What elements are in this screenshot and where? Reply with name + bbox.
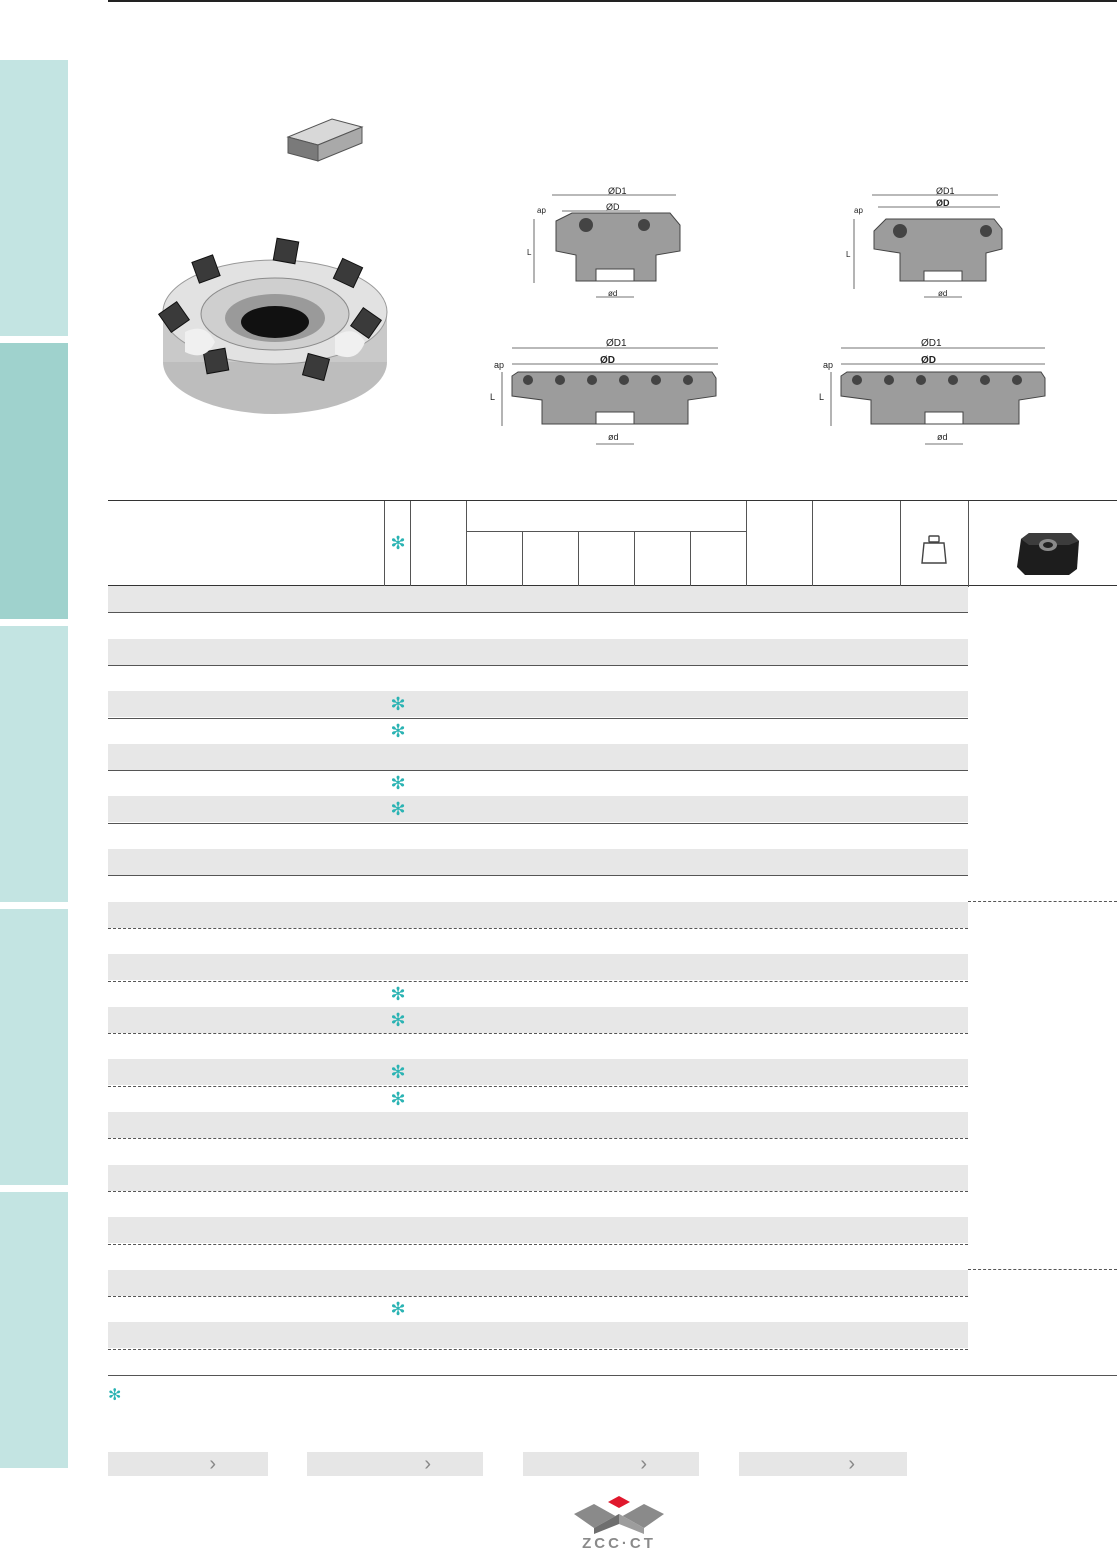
table-row xyxy=(108,981,968,1007)
brand-name: ZCC·CT xyxy=(582,1535,656,1552)
table-row xyxy=(108,954,968,980)
table-header xyxy=(108,500,1117,586)
table-row xyxy=(108,639,968,665)
table-row xyxy=(108,875,968,901)
dim-l-label: L xyxy=(846,250,851,259)
chevron-right-icon: › xyxy=(424,1453,431,1475)
insert-icon xyxy=(1013,531,1083,577)
dim-d-label: ØD xyxy=(600,355,615,366)
stock-symbol-icon: ✻ xyxy=(390,1299,406,1320)
dim-d1-label: ØD1 xyxy=(608,186,627,196)
dim-ap-label: ap xyxy=(854,206,863,215)
nav-button-3[interactable] xyxy=(523,1452,699,1476)
dim-d1-label: ØD1 xyxy=(606,338,627,349)
side-tab-4[interactable] xyxy=(0,909,68,1185)
table-row xyxy=(108,770,968,796)
dim-l-label: L xyxy=(819,392,825,402)
side-tab-2[interactable] xyxy=(0,343,68,619)
table-row xyxy=(108,665,968,691)
table-row xyxy=(108,1086,968,1112)
stock-symbol-icon: ✻ xyxy=(390,1009,406,1030)
row-divider xyxy=(108,1375,968,1376)
table-row xyxy=(108,1138,968,1164)
table-row xyxy=(108,1296,968,1322)
table-row xyxy=(108,902,968,928)
dim-ap-label: ap xyxy=(494,360,505,370)
group-divider xyxy=(968,1269,1117,1270)
nav-button-1[interactable] xyxy=(108,1452,268,1476)
table-row xyxy=(108,1033,968,1059)
nav-button-2[interactable] xyxy=(307,1452,483,1476)
table-row xyxy=(108,612,968,638)
stock-symbol-icon: ✻ xyxy=(390,720,406,741)
table-row xyxy=(108,1112,968,1138)
dim-d1-label: ØD1 xyxy=(936,186,955,196)
dim-bore-label: ød xyxy=(608,432,619,442)
brand-logo-icon xyxy=(570,1494,668,1534)
chevron-right-icon: › xyxy=(848,1453,855,1475)
table-row xyxy=(108,586,968,612)
dim-bore-label: ød xyxy=(937,432,948,442)
weight-icon xyxy=(920,535,948,565)
stock-symbol-icon: ✻ xyxy=(390,1088,406,1109)
dim-ap-label: ap xyxy=(823,360,834,370)
dim-d1-label: ØD1 xyxy=(921,338,942,349)
table-row xyxy=(108,1191,968,1217)
dimension-drawing-bottom-right xyxy=(815,334,1055,452)
side-tab-1[interactable] xyxy=(0,60,68,336)
stock-symbol-icon: ✻ xyxy=(390,773,406,794)
side-tab-3[interactable] xyxy=(0,626,68,902)
footnote-symbol-icon: ✻ xyxy=(108,1387,122,1404)
side-tab-5[interactable] xyxy=(0,1192,68,1468)
stock-symbol-icon: ✻ xyxy=(390,799,406,820)
table-row xyxy=(108,1059,968,1085)
chevron-right-icon: › xyxy=(209,1453,216,1475)
table-row xyxy=(108,823,968,849)
group-divider xyxy=(968,901,1117,902)
chevron-right-icon: › xyxy=(640,1453,647,1475)
table-row xyxy=(108,691,968,717)
table-row xyxy=(108,1007,968,1033)
stock-symbol-icon: ✻ xyxy=(390,983,406,1004)
table-row xyxy=(108,1217,968,1243)
table-row xyxy=(108,718,968,744)
table-row xyxy=(108,744,968,770)
face-mill-cutter-image xyxy=(155,232,395,422)
table-row xyxy=(108,1270,968,1296)
dim-d-label: ØD xyxy=(606,202,620,212)
workpiece-block-icon xyxy=(286,109,366,165)
dim-bore-label: ød xyxy=(608,289,618,298)
table-row xyxy=(108,1322,968,1348)
table-row xyxy=(108,1349,968,1375)
dimension-drawing-top-left xyxy=(520,185,690,305)
stock-symbol-icon: ✻ xyxy=(390,533,406,553)
dim-l-label: L xyxy=(490,392,496,402)
stock-symbol-icon: ✻ xyxy=(390,694,406,715)
stock-symbol-icon: ✻ xyxy=(390,1062,406,1083)
table-row xyxy=(108,849,968,875)
dim-ap-label: ap xyxy=(537,206,546,215)
dim-d-label: ØD xyxy=(921,355,936,366)
table-bottom-rule xyxy=(968,1375,1117,1376)
dim-bore-label: ød xyxy=(938,289,948,298)
table-row xyxy=(108,796,968,822)
dimension-drawing-top-right xyxy=(840,185,1010,305)
table-row xyxy=(108,1244,968,1270)
table-row xyxy=(108,928,968,954)
dimension-drawing-bottom-left xyxy=(488,334,728,452)
top-rule xyxy=(108,0,1117,2)
dim-l-label: L xyxy=(527,248,532,257)
dim-d-label: ØD xyxy=(936,198,950,208)
table-row xyxy=(108,1165,968,1191)
nav-button-4[interactable] xyxy=(739,1452,907,1476)
